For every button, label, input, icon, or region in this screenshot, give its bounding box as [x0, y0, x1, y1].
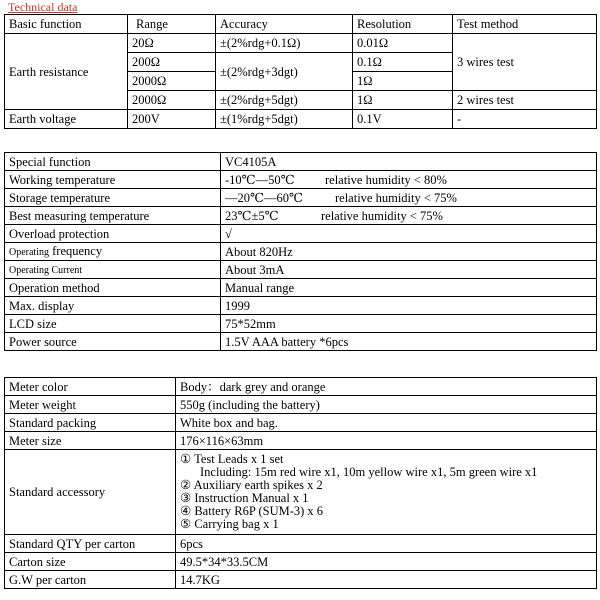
- meter-value: 176×116×63mm: [176, 432, 597, 450]
- table-row: [5, 297, 597, 315]
- section-title: Technical data: [8, 0, 78, 14]
- range-cell: 200V: [128, 110, 216, 129]
- spec-label: Overload protection: [5, 225, 221, 243]
- table-row: [5, 225, 597, 243]
- spec-label: Working temperature: [5, 171, 221, 189]
- table-header-row: [5, 15, 597, 34]
- header-cell: Test method: [453, 15, 597, 34]
- meter-value: 14.7KG: [176, 571, 597, 589]
- resolution-cell: 0.1V: [353, 110, 453, 129]
- accuracy-cell: ±(1%rdg+5dgt): [216, 110, 353, 129]
- spec-value: [221, 189, 597, 207]
- spec-value: 1.5V AAA battery *6pcs: [221, 333, 597, 351]
- spec-label-small: Operating Current: [9, 264, 83, 276]
- table-row: [5, 279, 597, 297]
- spec-humidity: relative humidity < 80%: [325, 172, 447, 187]
- accuracy-cell: ±(2%rdg+0.1Ω): [216, 34, 353, 53]
- meter-info-table: [4, 377, 597, 589]
- table-row: [5, 315, 597, 333]
- spec-label: Power source: [5, 333, 221, 351]
- spec-value: About 820Hz: [221, 243, 597, 261]
- table-row: [5, 396, 597, 414]
- accessory-item: ⑤ Carrying bag x 1: [180, 517, 279, 531]
- header-cell: Resolution: [353, 15, 453, 34]
- table-row: [5, 189, 597, 207]
- table-row: [5, 432, 597, 450]
- table-row: [5, 571, 597, 589]
- spec-label: Max. display: [5, 297, 221, 315]
- resolution-cell: 0.1Ω: [353, 53, 453, 72]
- accessory-item: ① Test Leads x 1 set: [180, 452, 284, 466]
- checkmark-value: √: [221, 225, 597, 243]
- table-row: [5, 378, 597, 396]
- spec-value: 1999: [221, 297, 597, 315]
- table-row: [5, 153, 597, 171]
- meter-label: G.W per carton: [5, 571, 176, 589]
- meter-label: Standard QTY per carton: [5, 535, 176, 553]
- meter-label: Standard accessory: [5, 450, 176, 535]
- header-cell: Accuracy: [216, 15, 353, 34]
- spec-label: [5, 261, 221, 279]
- spec-label: [5, 243, 221, 261]
- table-row: [5, 333, 597, 351]
- range-cell: 2000Ω: [128, 72, 216, 91]
- accessory-item: ② Auxiliary earth spikes x 2: [180, 478, 323, 492]
- accessory-list: [176, 450, 597, 535]
- spec-label: Operation method: [5, 279, 221, 297]
- spec-label: Storage temperature: [5, 189, 221, 207]
- table-row: [5, 243, 597, 261]
- table-row: [5, 535, 597, 553]
- meter-label: Meter color: [5, 378, 176, 396]
- spec-value: About 3mA: [221, 261, 597, 279]
- meter-value: White box and bag.: [176, 414, 597, 432]
- resolution-cell: 1Ω: [353, 72, 453, 91]
- header-cell: Range: [128, 15, 216, 34]
- spec-value: Manual range: [221, 279, 597, 297]
- accuracy-cell: ±(2%rdg+3dgt): [216, 53, 353, 91]
- spec-temp: -10℃—50℃: [225, 172, 295, 187]
- meter-label: Standard packing: [5, 414, 176, 432]
- spec-label: Special function: [5, 153, 221, 171]
- meter-value: 6pcs: [176, 535, 597, 553]
- table-row: [5, 261, 597, 279]
- range-cell: 20Ω: [128, 34, 216, 53]
- resolution-cell: 0.01Ω: [353, 34, 453, 53]
- meter-label: Meter weight: [5, 396, 176, 414]
- special-function-table: [4, 152, 597, 351]
- meter-value: 550g (including the battery): [176, 396, 597, 414]
- spec-value: 75*52mm: [221, 315, 597, 333]
- spec-humidity: relative humidity < 75%: [321, 208, 443, 223]
- table-row: [5, 171, 597, 189]
- test-method-cell: -: [453, 110, 597, 129]
- test-method-cell: 2 wires test: [453, 91, 597, 110]
- resolution-cell: 1Ω: [353, 91, 453, 110]
- table-row: [5, 414, 597, 432]
- spec-value: VC4105A: [221, 153, 597, 171]
- table-row: [5, 207, 597, 225]
- accessory-item: Including: 15m red wire x1, 10m yellow wire x1, 5m green wire x1: [200, 465, 538, 479]
- table-row: [5, 34, 597, 53]
- accuracy-cell: ±(2%rdg+5dgt): [216, 91, 353, 110]
- accessory-item: ④ Battery R6P (SUM-3) x 6: [180, 504, 324, 518]
- spec-temp: 23℃±5℃: [225, 208, 279, 223]
- range-cell: 200Ω: [128, 53, 216, 72]
- spec-value: [221, 171, 597, 189]
- meter-label: Meter size: [5, 432, 176, 450]
- table-row: [5, 450, 597, 535]
- earth-resistance-label: Earth resistance: [5, 34, 128, 110]
- meter-value: 49.5*34*33.5CM: [176, 553, 597, 571]
- earth-voltage-label: Earth voltage: [5, 110, 128, 129]
- table-row: [5, 110, 597, 129]
- header-cell: Basic function: [5, 15, 128, 34]
- spec-temp: —20℃—60℃: [225, 190, 303, 205]
- meter-value: Body：dark grey and orange: [176, 378, 597, 396]
- spec-label: LCD size: [5, 315, 221, 333]
- range-cell: 2000Ω: [128, 91, 216, 110]
- table-row: [5, 553, 597, 571]
- spec-label-rest: frequency: [49, 243, 103, 258]
- spec-value: [221, 207, 597, 225]
- accessory-item: ③ Instruction Manual x 1: [180, 491, 309, 505]
- meter-label: Carton size: [5, 553, 176, 571]
- spec-humidity: relative humidity < 75%: [335, 190, 457, 205]
- basic-function-table: [4, 14, 597, 129]
- spec-label-small: Operating: [9, 246, 49, 258]
- spec-label: Best measuring temperature: [5, 207, 221, 225]
- test-method-cell: 3 wires test: [453, 34, 597, 91]
